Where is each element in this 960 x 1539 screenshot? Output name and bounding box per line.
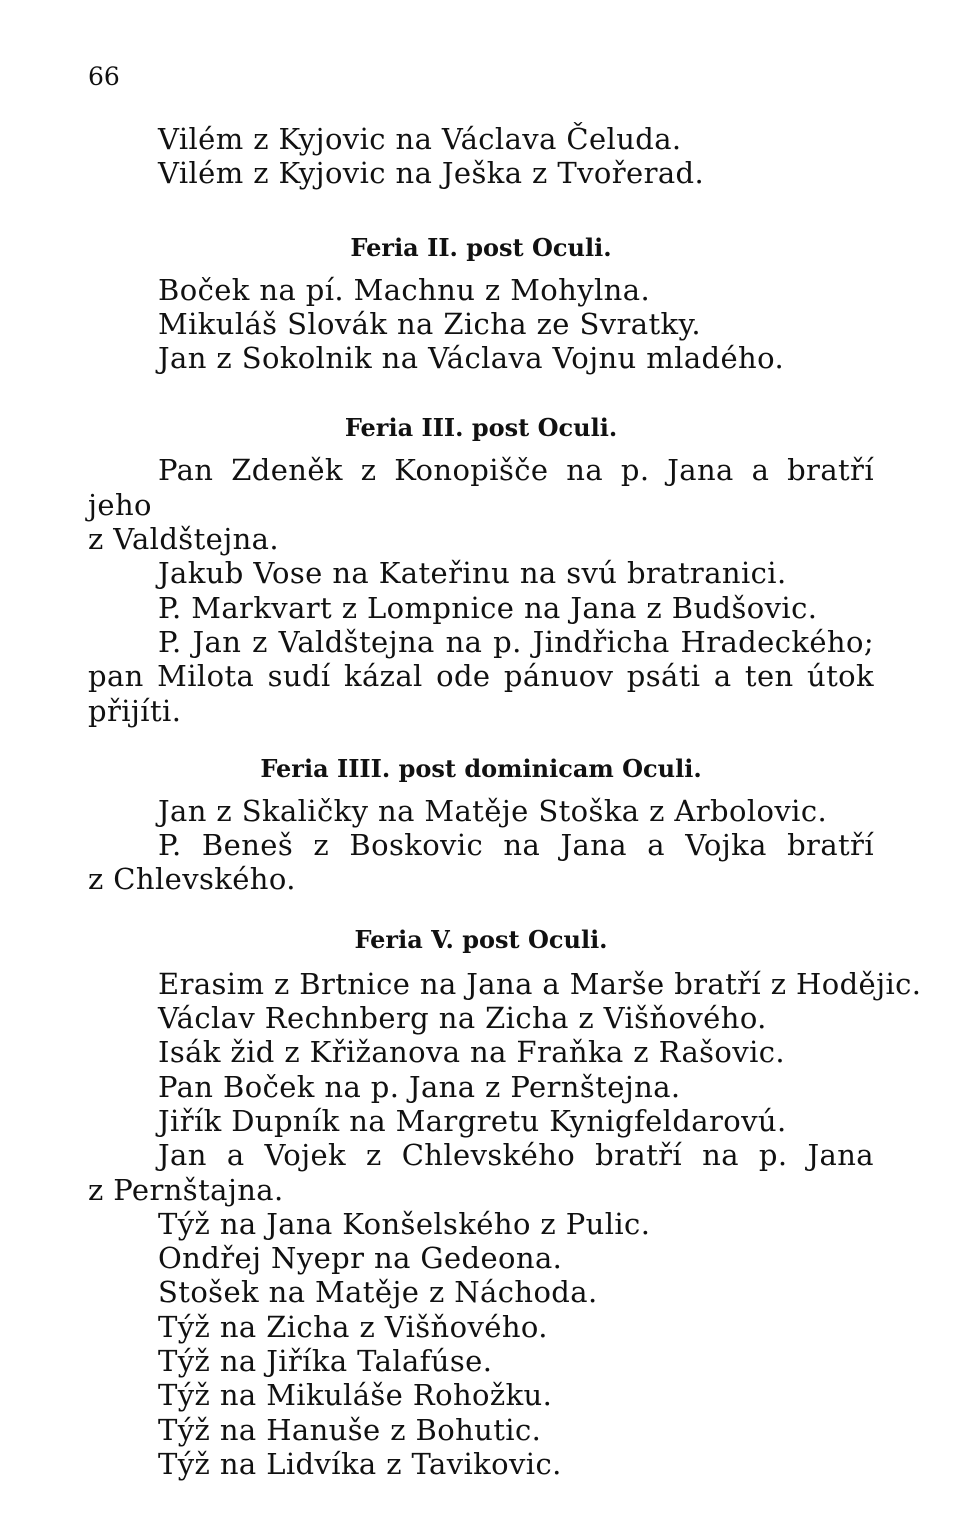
entry-line: Stošek na Matěje z Náchoda.: [158, 1275, 598, 1310]
entry-line: Pan Boček na p. Jana z Pernštejna.: [158, 1069, 681, 1104]
entry-line: Týž na Mikuláše Rohožku.: [158, 1378, 553, 1413]
entry-line: Týž na Hanuše z Bohutic.: [158, 1412, 542, 1447]
entry-line: Jan a Vojek z Chlevského bratří na p. Jana: [158, 1138, 874, 1173]
entry-line: Jakub Vose na Kateřinu na svú bratranici.: [158, 556, 787, 591]
entry-line: Jan z Sokolnik na Václava Vojnu mladého.: [158, 341, 785, 376]
page-body: [88, 122, 922, 1481]
entry-line: z Pernštajna.: [88, 1172, 284, 1207]
entry-line: z Chlevského.: [88, 862, 296, 897]
entry-line: Erasim z Brtnice na Jana a Marše bratří z Hodějic.: [158, 966, 922, 1001]
entry-line: Isák žid z Křižanova na Fraňka z Rašovic.: [158, 1035, 786, 1070]
entry-line: Jan z Skaličky na Matěje Stoška z Arbolovic.: [158, 793, 828, 828]
entry-line: Boček na pí. Machnu z Mohylna.: [158, 272, 651, 307]
page-number: 66: [88, 62, 120, 91]
entry-line: Týž na Jiříka Talafúse.: [158, 1344, 493, 1379]
entry-line: P. Beneš z Boskovic na Jana a Vojka bratří: [158, 828, 874, 863]
section-heading: Feria V. post Oculi.: [354, 924, 608, 954]
entry-line: Týž na Zicha z Višňového.: [158, 1309, 548, 1344]
section-heading: Feria II. post Oculi.: [350, 232, 612, 262]
entry-line: pan Milota sudí kázal ode pánuov psáti a ten útok: [88, 659, 874, 694]
entry-line: Ondřej Nyepr na Gedeona.: [158, 1241, 563, 1276]
section-heading: Feria IIII. post dominicam Oculi.: [260, 753, 702, 783]
section-heading: Feria III. post Oculi.: [344, 413, 618, 443]
entry-line: Týž na Jana Konšelského z Pulic.: [158, 1206, 651, 1241]
entry-line: z Valdštejna.: [88, 522, 279, 557]
entry-line: Mikuláš Slovák na Zicha ze Svratky.: [158, 306, 702, 341]
entry-line: Týž na Lidvíka z Tavikovic.: [158, 1446, 562, 1481]
entry-line: Václav Rechnberg na Zicha z Višňového.: [158, 1001, 767, 1036]
entry-line: Jiřík Dupník na Margretu Kynigfeldarovú.: [158, 1103, 787, 1138]
entry-line: Pan Zdeněk z Konopišče na p. Jana a bratří jeho: [88, 453, 874, 522]
entry-line: P. Markvart z Lompnice na Jana z Budšovic.: [158, 590, 818, 625]
entry-line: P. Jan z Valdštejna na p. Jindřicha Hradeckého;: [158, 624, 874, 659]
entry-line: Vilém z Kyjovic na Ješka z Tvořerad.: [158, 156, 705, 191]
entry-line: Vilém z Kyjovic na Václava Čeluda.: [158, 122, 682, 156]
entry-line: přijíti.: [88, 693, 182, 728]
